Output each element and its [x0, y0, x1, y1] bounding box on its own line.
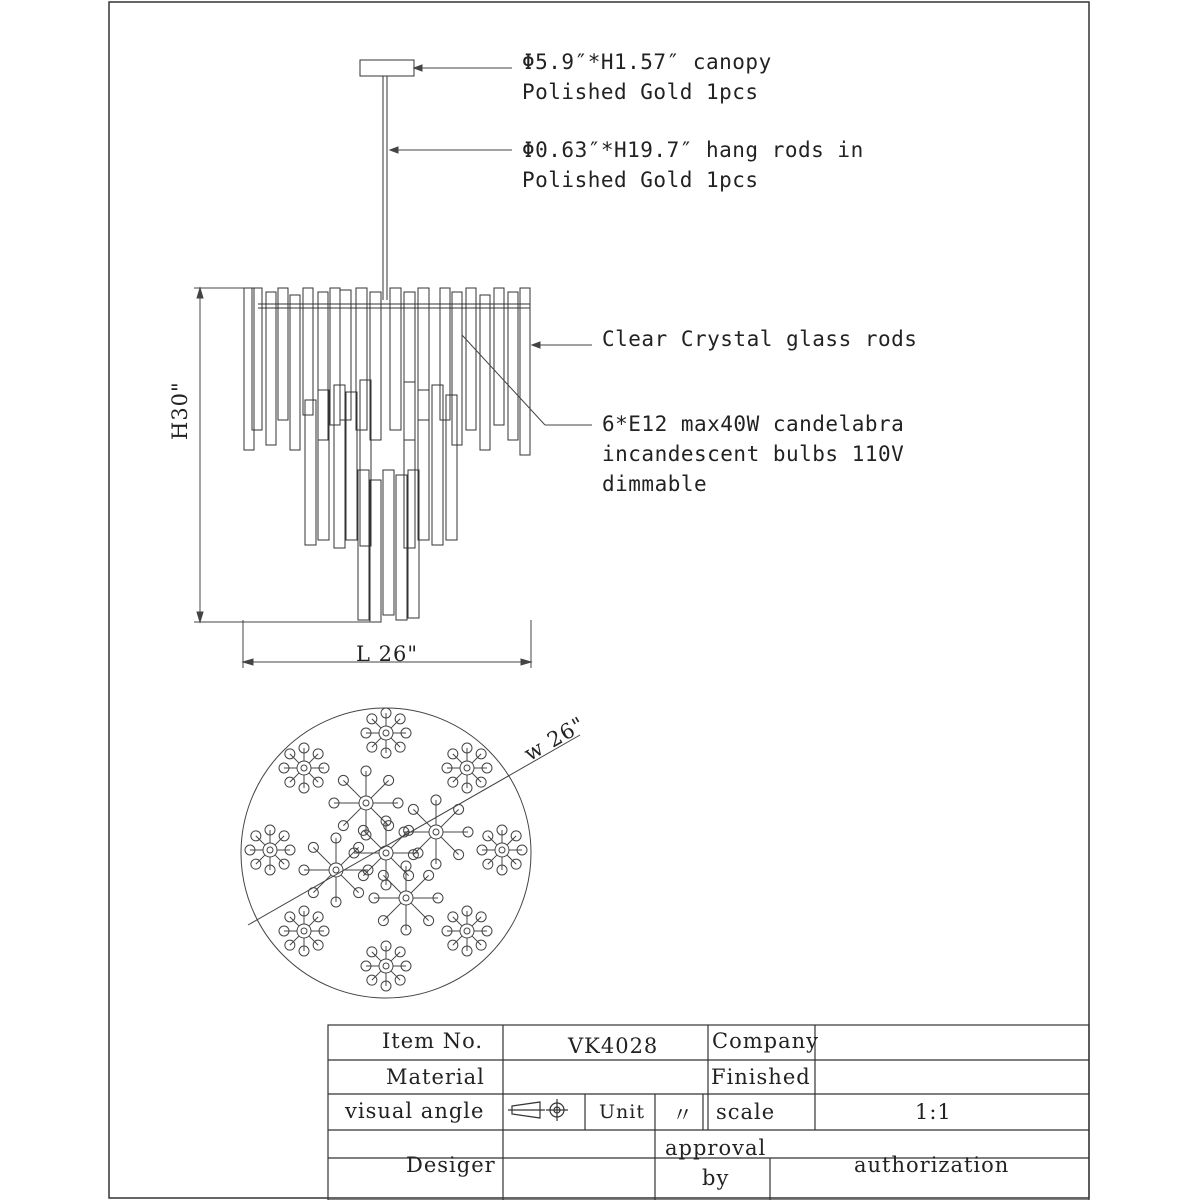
scale-value: 1:1 [915, 1100, 952, 1124]
company-label: Company [712, 1029, 819, 1053]
glass-rod [390, 288, 401, 430]
hang-rod-spec-line2: Polished Gold 1pcs [522, 168, 759, 192]
leader-lines [390, 65, 592, 425]
hang-rod-spec-line1: Φ0.63″*H19.7″ hang rods in [522, 138, 864, 162]
glass-rod [508, 292, 518, 440]
glass-rod [290, 295, 300, 450]
glass-rod [404, 382, 415, 548]
crystal-cluster [477, 825, 527, 875]
crystal-cluster [349, 816, 423, 890]
finished-label: Finished [711, 1065, 811, 1089]
visual-angle-label: visual angle [345, 1099, 485, 1123]
glass-rod [383, 470, 394, 615]
glass-rod [370, 292, 381, 440]
unit-label: Unit [599, 1101, 645, 1123]
crystal-cluster [399, 795, 473, 869]
bulbs-spec-line3: dimmable [602, 472, 708, 496]
bulbs-spec-line2: incandescent bulbs 110V [602, 442, 905, 466]
glass-rod [494, 288, 504, 425]
approval-by-label: by [702, 1166, 730, 1190]
width-dimension-label: w 26" [520, 711, 590, 766]
glass-rod [408, 470, 419, 618]
glass-rod [318, 390, 329, 540]
material-label: Material [386, 1065, 485, 1089]
crystal-cluster [442, 743, 492, 793]
unit-value: 〃 [672, 1103, 694, 1127]
scale-label: scale [716, 1100, 776, 1124]
glass-rod [330, 288, 340, 425]
canopy-spec-line1: Φ5.9″*H1.57″ canopy [522, 50, 772, 74]
glass-rod [305, 400, 316, 545]
glass-rod [370, 480, 381, 622]
crystal-cluster [279, 906, 329, 956]
crystal-cluster [245, 825, 295, 875]
glass-rod [520, 288, 530, 455]
glass-rod [318, 292, 328, 440]
canopy [360, 60, 414, 76]
glass-rod [404, 292, 415, 440]
bulbs-spec-line1: 6*E12 max40W candelabra [602, 412, 905, 436]
height-dimension-label: H30" [168, 381, 192, 440]
glass-rod [480, 295, 490, 450]
item-no-label: Item No. [382, 1029, 484, 1053]
designer-label: Desiger [406, 1153, 496, 1177]
glass-rod [418, 390, 429, 540]
glass-rod [266, 292, 276, 445]
front-view [244, 60, 530, 622]
glass-rods-label: Clear Crystal glass rods [602, 327, 918, 351]
projection-symbol-icon [508, 1099, 568, 1121]
crystal-cluster [442, 906, 492, 956]
crystal-cluster [279, 743, 329, 793]
length-dimension-label: L 26" [356, 642, 419, 666]
item-no-value: VK4028 [568, 1034, 659, 1058]
crystal-cluster [299, 833, 373, 907]
crystal-cluster [329, 766, 403, 840]
approval-label: approval [665, 1136, 767, 1160]
authorization-label: authorization [854, 1153, 1010, 1177]
canopy-spec-line2: Polished Gold 1pcs [522, 80, 759, 104]
glass-rod [356, 288, 367, 430]
glass-rod [432, 385, 443, 545]
crystal-cluster [361, 941, 411, 991]
glass-rod [303, 288, 313, 415]
glass-rod [466, 288, 476, 430]
crystal-cluster [361, 708, 411, 758]
crystal-cluster [369, 861, 443, 935]
